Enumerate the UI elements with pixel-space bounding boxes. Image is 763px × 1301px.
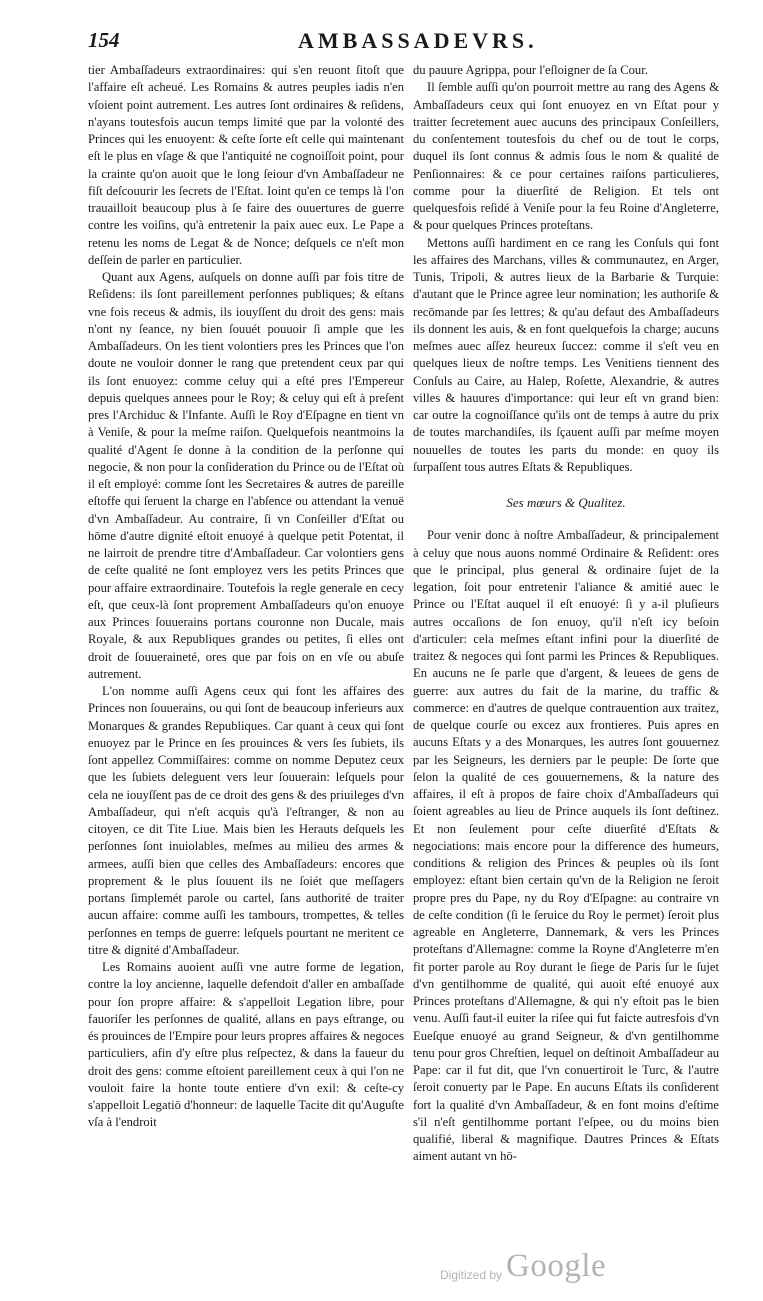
paragraph: du pauure Agrippa, pour l'eſloigner de ſa Cour. (413, 63, 648, 77)
paragraph: L'on nomme auſſi Agens ceux qui font les affaires des Princes non ſouuerains, ou qui ſont de beaucoup inferieurs aux Monarques & grandes Republiques. Car quant à ceux qui ſont enuoyez par le Prince en ſes prouinces & vers ſes ſubiets, ils ſont appellez Commiſſaires: comme on nomme Deputez ceux que les ſubiets deleguent vers leur ſouuerain: leſquels pour cela ne iouyſſent pas de ce droit des gens & des priuileges d'vn Ambaſſadeur, qui n'eſt acquis qu'à l'eſtranger, & non au citoyen, ce dit Tite Liue. Mais bien les Herauts deſquels les perſonnes ſont inuiolables, meſmes au milieu des armes & armees, auſſi bien que celles des Ambaſſadeurs: encores que proprement & le plus ſouuent ils ne ſoiét que meſſagers portans ſimplemét parole ou cartel, ſans authorité de traiter aucun affaire: comme auſſi les tambours, trompettes, & telles perſonnes en temps de guerre: leſquels pourtant ne meritent ce titre & dignité d'Ambaſſadeur. (88, 684, 404, 957)
right-column (413, 62, 719, 1172)
left-column (88, 62, 404, 1202)
page-number: 154 (88, 28, 120, 52)
section-title: Ses mœurs & Qualitez. (506, 495, 626, 510)
paragraph: Mettons auſſi hardiment en ce rang les Conſuls qui font les affaires des Marchans, villes & communautez, en Arger, Tunis, Tripoli, & autres lieux de la Barbarie & Turquie: d'autant que le Prince agree leur nomination; les authoriſe & recōmande par ſes lettres; & qu'au defaut des Ambaſſadeurs ils donnent les auis, & en font quelquefois la charge; aucuns meſmes auec aſſez heureux ſuccez: comme il s'eſt veu en quelques lieux de noſtre temps. Les Venitiens tiennent des Conſuls au Caire, au Halep, Roſette, Alexandrie, & autres villes & hauures d'importance: qui leur eſt vn grand bien: car outre la cognoiſſance qu'ils ont de temps à autre du prix de toutes marchandiſes, ils ſçauent auſſi par meſme moyen nouuelles de toutes les parts du monde: en quoy ils ſurpaſſent tous autres Eſtats & Republiques. (413, 235, 719, 474)
digitized-watermark (440, 1248, 640, 1292)
paragraph: Pour venir donc à noſtre Ambaſſadeur, & principalement à celuy que nous auons nommé Ordinaire & Reſident: ores que le principal, plus general & ordinaire ſujet de la legation, ſoit pour entretenir l'aliance & amitié auec le Prince ou l'Eſtat auquel il eſt enuoyé: ſi y a-il pluſieurs autres occaſions de ſon enuoy, qu'il n'eſt icy beſoin d'articuler: cela meſmes eſtant infini pour la diuerſité de traitez & negoces qui ſont parmi les Princes & Republiques. En aucuns ne ſe parle que d'argent, & leuees de gens de guerre: aux autres du fait de la marine, du traffic & commerce: en d'autres de quelque contrauention aux traitez, de quelque courſe ou excez aux frontieres. Puis apres en aucuns Eſtats y a des Monarques, les autres ſont gouuernez par les Seigneurs, les derniers par le peuple: De ſorte que ſelon la qualité de ces gouuernemens, & la nature des affaires, il eſt à propos de faire choix d'Ambaſſadeurs qui ſoient agreables au lieu de Prince auquels ils ſont deſtinez. Et non ſeulement pour ceſte diuerſité d'Eſtats & negociations: mais encore pour la difference des humeurs, conditions & religion des Princes & peuples où ils ſont employez: eſtant bien certain qu'vn de la Religion ne ſeroit propre pres du Pape, ny du Roy d'Eſpagne: au contraire vn de ceſte condition (ſi le ſeruice du Roy le permet) ſeroit plus agreable en Angleterre, Dannemark, & vers les Princes proteſtans d'Allemagne: comme la Royne d'Angleterre m'en fit porter parole au Roy durant le ſiege de Paris ſur le ſujet d'vn gentilhomme de qualité, qui auoit eſté enuoyé aux Princes proteſtans d'Allemagne, & qui n'y eſtoit pas le bien venu. Auſſi faut-il euiter la riſee qui fut faicte autresfois d'vn Eueſque enuoyé au grand Seigneur, & d'vn gentilhomme tenu pour gros Chreſtien, lequel on deſtinoit Ambaſſadeur au Pape: car il fut dit, que l'vn conuertiroit le Turc, & l'autre ſeroit conuerty par le Pape. En aucuns Eſtats ils conſiderent fort la qualité d'vn Ambaſſadeur, & en font moins d'eſtime s'il n'eſt gentilhomme portant l'eſpee, ou du moins bien qualifié, liberal & magnifique. Dautres Princes & Eſtats aiment autant vn hō- (413, 528, 719, 1164)
watermark-prefix: Digitized by (440, 1268, 503, 1282)
paragraph: Les Romains auoient auſſi vne autre forme de legation, contre la loy ancienne, laquelle defendoit d'aller en ambaſſade pour ſon propre affaire: & s'appelloit Legation libre, pour fauoriſer les perſonnes de qualité, allans en pays eſtrange, ou és prouinces de l'Empire pour leurs propres affaires & negoces particuliers, afin d'y eſtre plus reſpectez, & dans la faueur du droit des gens: comme eſtoient pareillement ceux à qui l'on ne vouloit faire la honte toute entiere d'vn exil: & ceſte-cy s'appelloit Legatiō d'honneur: de laquelle Tacite dit qu'Auguſte vſa à l'endroit (88, 960, 404, 1130)
paragraph: Il ſemble auſſi qu'on pourroit mettre au rang des Agens & Ambaſſadeurs ceux qui ſont enuoyez en vn Eſtat pour y traitter ſecretement auec aucuns des principaux Conſeillers, du conſentement toutesfois du chef ou de tout le corps, duquel ils ſont connus & admis ſous le nom & qualité de Penſionnaires: & ce pour certaines raiſons particulieres, comme pour la diuerſité de Religion. Et tels ont quelquesfois reſidé à Veniſe pour la feu Roine d'Angleterre, & pour quelques Princes proteſtans. (413, 80, 719, 233)
running-title: AMBASSADEVRS. (298, 28, 538, 53)
paragraph: tier Ambaſſadeurs extraordinaires: qui s'en reuont ſitoſt que l'affaire eſt acheué. Les Romains & autres peuples iadis n'en vſoient point autrement. Les autres ſont ordinaires & reſidens, n'ayans toutesfois aucun temps limité que par la volonté des Princes qui les enuoyent: & ceſte ſorte eſt celle qui maintenant eſt le plus en vſage & que l'antiquité ne cognoiſſoit point, pour la crainte qu'on auoit que le long ſeiour d'vn Ambaſſadeur ne fiſt deſcouurir les ſecrets de l'Eſtat. Ioint qu'en ce temps là l'on trauailloit beaucoup plus à ſe faire des ouuertures de guerre contre les voiſins, qu'à entretenir la paix auec eux. Le Pape a retenu les noms de Legat & de Nonce; deſquels ce n'eſt mon deſſein de parler en particulier. (88, 63, 404, 267)
paragraph: Quant aux Agens, auſquels on donne auſſi par fois titre de Reſidens: ils ſont pareillement perſonnes publiques; & eſtans vne fois receus & admis, ils iouyſſent du droit des gens: mais n'ont ny ſeance, ny bien ſouuét pouuoir ſi ample que les Ambaſſadeurs. On les tient volontiers pres les Princes que l'on doute ne vouloir donner le rang que pretendent ceux par qui ils ſont enuoyez: comme celuy qui a eſté pres l'Empereur depuis quelques annees pour le Roy; & celuy qui eſt à preſent pres l'Archiduc & l'Infante. Auſſi le Roy d'Eſpagne en tient vn à Veniſe, & pour la meſme raiſon. Quelquefois neantmoins la qualité d'Agent ſe donne à la condition de la perſonne qui negocie, & non pour la conſideration du Prince ou de l'Eſtat où il eſt employé: comme ſont les Secretaires & autres de pareille eſtoffe qui ſeruent la charge en l'abſence ou attendant la venuë d'vn Ambaſſadeur. Au contraire, ſi vn Conſeiller d'Eſtat ou hōme d'autre dignité eſtoit enuoyé à quelque petit Potentat, il ne lairroit de prendre titre d'Ambaſſadeur. Car volontiers gens de ceſte qualité ne ſont employez vers les petits Princes que pour affaire extraordinaire. Toutefois la regle generale en cecy eſt, que ceux-là ſont proprement Ambaſſadeurs qu'on enuoye aux Princes ſouuerains portans couronne non Ducale, mais Royale, & aux Republiques grandes ou petites, ſi elles ont droit de ſouueraineté, ores que par fois on en vſe ou abuſe autrement. (88, 270, 404, 681)
page-header (88, 28, 708, 60)
google-logo: Google (506, 1248, 607, 1284)
